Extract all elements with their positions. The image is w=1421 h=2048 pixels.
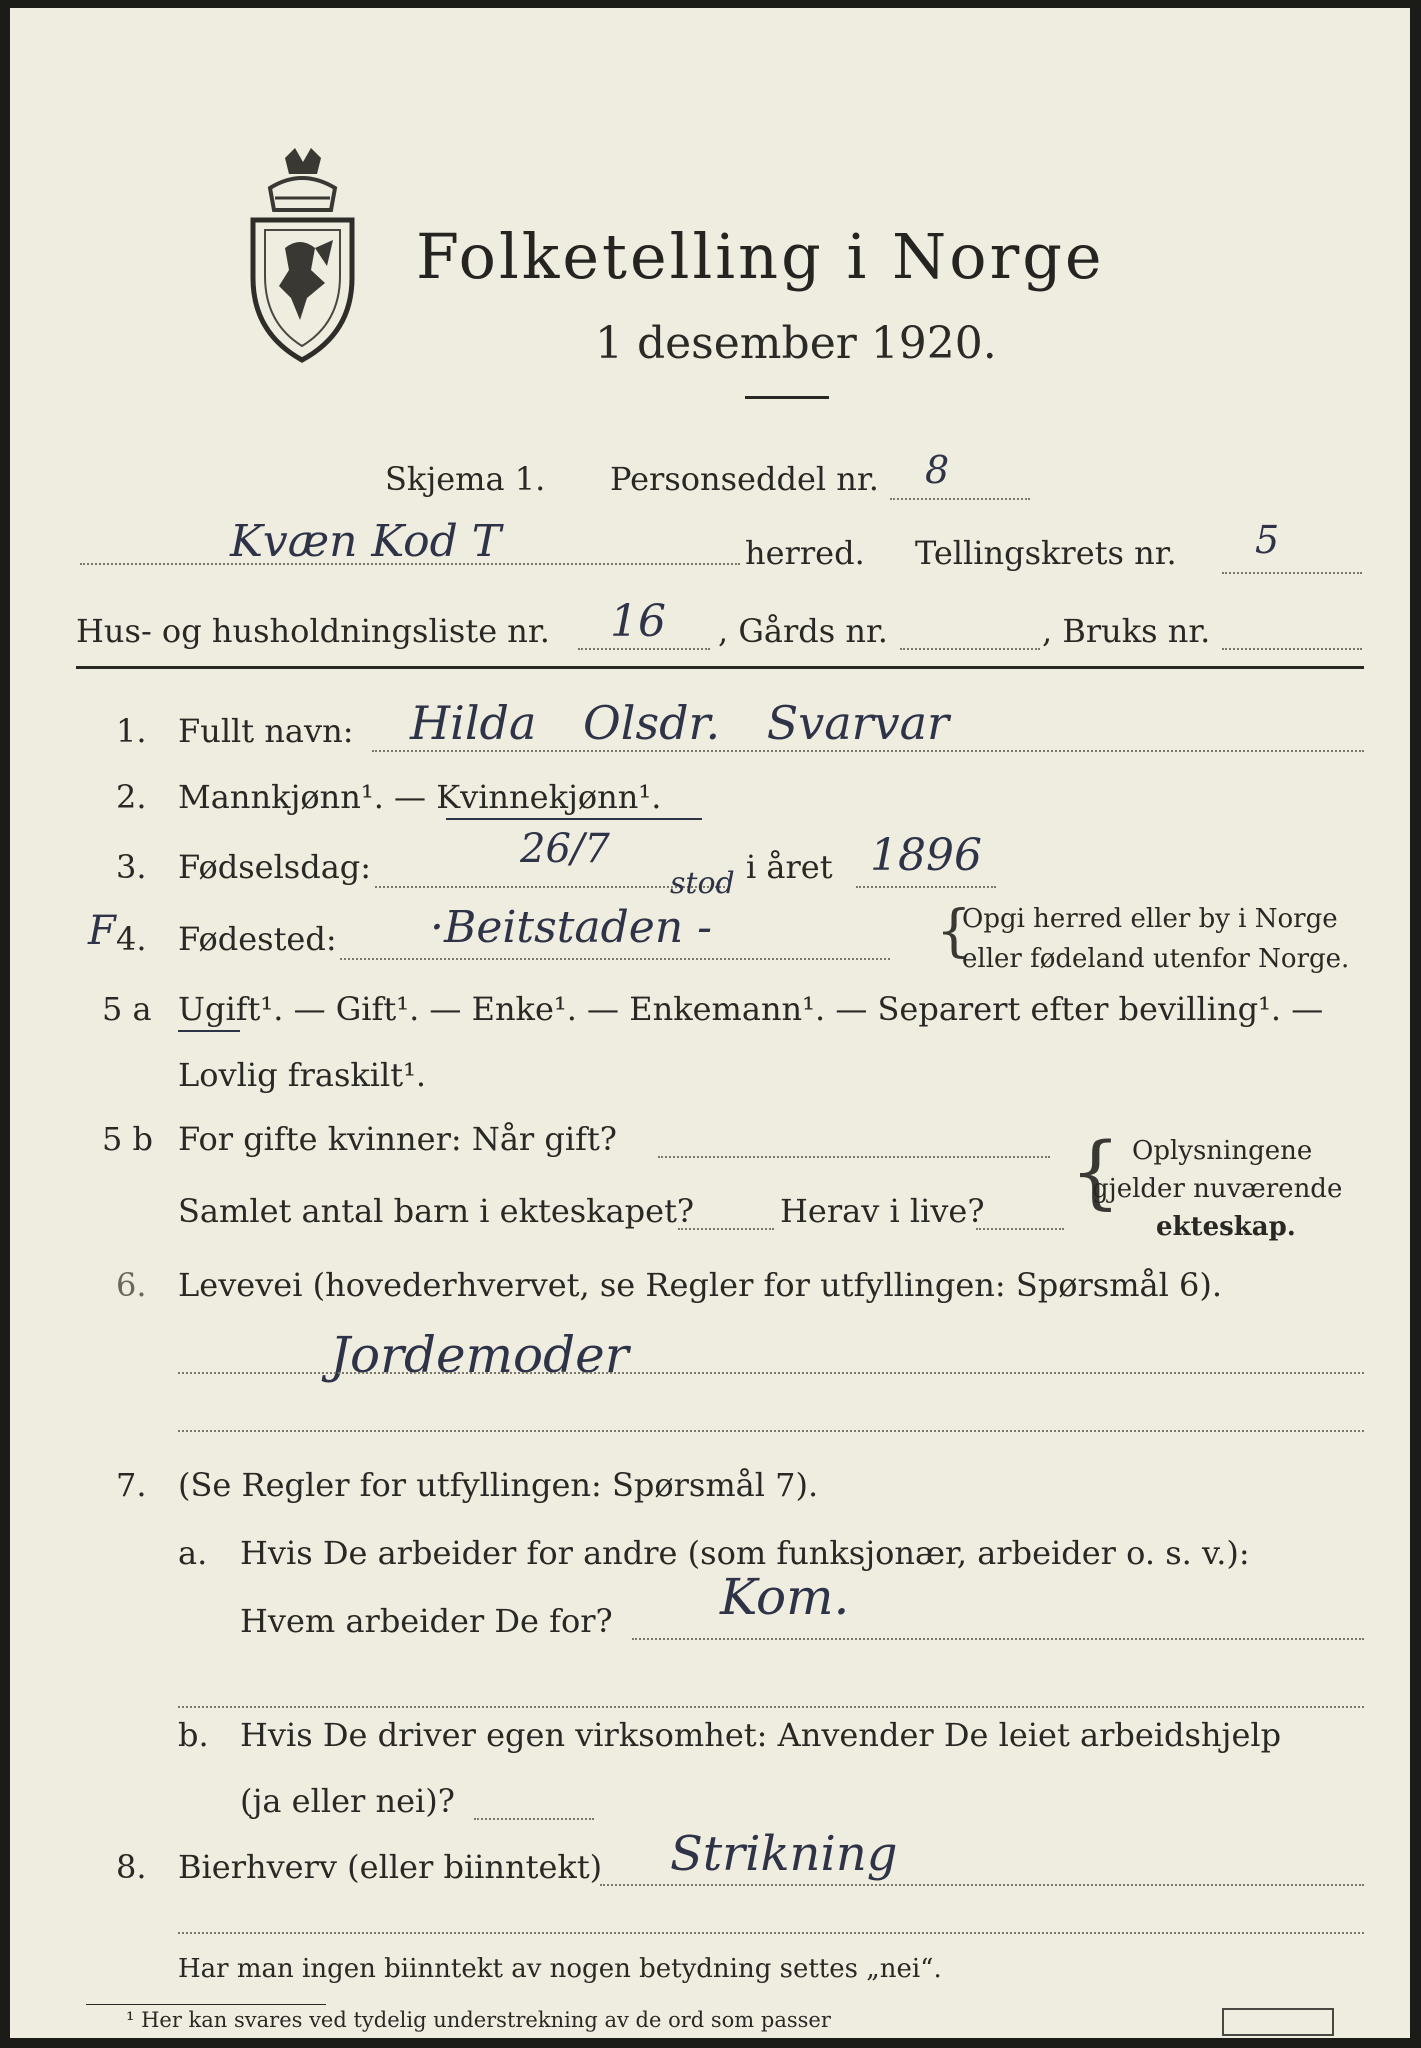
personseddel-label: Personseddel nr. <box>610 460 879 498</box>
q3-day-value[interactable]: 26/7 <box>520 826 610 872</box>
q5b-note-line2: gjelder nuværende <box>1092 1174 1343 1204</box>
q5b-label: For gifte kvinner: Når gift? <box>178 1120 617 1158</box>
q4-number: 4. <box>116 920 147 958</box>
q4-value[interactable]: ·Beitstaden - <box>430 902 713 953</box>
q8-number: 8. <box>116 1848 147 1886</box>
q4-label: Fødested: <box>178 920 337 958</box>
q1-label: Fullt navn: <box>178 712 354 750</box>
q8-line2 <box>178 1932 1364 1934</box>
personseddel-value[interactable]: 8 <box>925 448 950 492</box>
q5b-live-line <box>976 1228 1064 1230</box>
q5b-barn-label: Samlet antal barn i ekteskapet? <box>178 1192 695 1230</box>
husholdningsliste-line <box>578 648 710 650</box>
tellingskrets-value[interactable]: 5 <box>1255 518 1280 562</box>
q8-value[interactable]: Strikning <box>670 1826 898 1882</box>
q6-number: 6. <box>116 1266 147 1304</box>
q6-label: Levevei (hovederhvervet, se Regler for utfyllingen: Spørsmål 6). <box>178 1266 1223 1304</box>
q6-line2 <box>178 1430 1364 1432</box>
q7b-question: (ja eller nei)? <box>240 1782 455 1820</box>
q7b-label: Hvis De driver egen virksomhet: Anvender De leiet arbeidshjelp <box>240 1716 1282 1754</box>
tellingskrets-line <box>1222 572 1362 574</box>
q4-note-line2: eller fødeland utenfor Norge. <box>962 944 1350 974</box>
form-title: Folketelling i Norge <box>416 220 1105 293</box>
q5a-number: 5 a <box>102 990 152 1028</box>
q7a-value[interactable]: Kom. <box>720 1568 850 1626</box>
footer-note: Har man ingen biinntekt av nogen betydning settes „nei“. <box>178 1954 942 1984</box>
q5b-brace: { <box>1070 1125 1121 1218</box>
q7a-line2 <box>178 1706 1364 1708</box>
q1-line <box>372 750 1364 752</box>
census-form-page <box>10 8 1410 2038</box>
q3-year-line <box>856 886 996 888</box>
q7-number: 7. <box>116 1466 147 1504</box>
q7a-question: Hvem arbeider De for? <box>240 1602 613 1640</box>
q5b-note-line3: ekteskap. <box>1156 1212 1296 1242</box>
personseddel-line <box>890 498 1030 500</box>
bruks-label: , Bruks nr. <box>1042 612 1211 650</box>
q7b-letter: b. <box>178 1716 209 1754</box>
header-divider <box>76 666 1364 669</box>
skjema-label: Skjema 1. <box>385 460 546 498</box>
herred-label: herred. <box>745 534 865 572</box>
q4-brace: { <box>936 899 972 964</box>
q6-value[interactable]: Jordemoder <box>330 1326 629 1384</box>
title-divider <box>745 396 829 399</box>
q3-year-value[interactable]: 1896 <box>870 830 982 881</box>
q2-underline <box>446 818 702 820</box>
footnote-text: ¹ Her kan svares ved tydelig understrekning av de ord som passer <box>126 2008 831 2032</box>
form-date: 1 desember 1920. <box>595 318 997 369</box>
q1-value[interactable]: Hilda Olsdr. Svarvar <box>410 696 950 750</box>
q8-label: Bierhverv (eller biinntekt) <box>178 1848 603 1886</box>
q4-note-line1: Opgi herred eller by i Norge <box>962 904 1338 934</box>
q4-correction[interactable]: stod <box>670 866 735 901</box>
q3-number: 3. <box>116 848 147 886</box>
q7b-line <box>474 1818 594 1820</box>
margin-note: F <box>88 908 116 954</box>
q5a-underline <box>178 1030 240 1032</box>
q7a-line <box>632 1638 1364 1640</box>
q6-line1 <box>178 1372 1364 1374</box>
tellingskrets-label: Tellingskrets nr. <box>915 534 1177 572</box>
husholdningsliste-value[interactable]: 16 <box>610 596 666 647</box>
q1-number: 1. <box>116 712 147 750</box>
q5b-note-line1: Oplysningene <box>1132 1136 1313 1166</box>
q2-number: 2. <box>116 778 147 816</box>
q5a-options-cont: Lovlig fraskilt¹. <box>178 1056 427 1094</box>
q5b-barn-line <box>678 1228 774 1230</box>
bruks-line <box>1222 648 1362 650</box>
q7a-label: Hvis De arbeider for andre (som funksjonær, arbeider o. s. v.): <box>240 1534 1250 1572</box>
q5b-live-label: Herav i live? <box>780 1192 985 1230</box>
printer-stamp <box>1222 2008 1334 2036</box>
q7a-letter: a. <box>178 1534 208 1572</box>
q4-line <box>340 958 890 960</box>
husholdningsliste-label: Hus- og husholdningsliste nr. <box>76 612 550 650</box>
q2-label: Mannkjønn¹. — Kvinnekjønn¹. <box>178 778 662 816</box>
q5b-gift-line <box>658 1156 1050 1158</box>
gards-line <box>900 648 1040 650</box>
q8-line <box>600 1884 1364 1886</box>
q7-label: (Se Regler for utfyllingen: Spørsmål 7). <box>178 1466 819 1504</box>
q3-label: Fødselsdag: <box>178 848 372 886</box>
q3-year-label: i året <box>746 848 833 886</box>
norwegian-coat-of-arms-icon <box>245 148 360 363</box>
footnote-rule <box>86 2004 326 2005</box>
q5b-number: 5 b <box>102 1120 154 1158</box>
herred-value[interactable]: Kvæn Kod T <box>230 516 502 567</box>
q5a-options: Ugift¹. — Gift¹. — Enke¹. — Enkemann¹. — Separert efter bevilling¹. — <box>178 990 1324 1028</box>
gards-label: , Gårds nr. <box>718 612 888 650</box>
